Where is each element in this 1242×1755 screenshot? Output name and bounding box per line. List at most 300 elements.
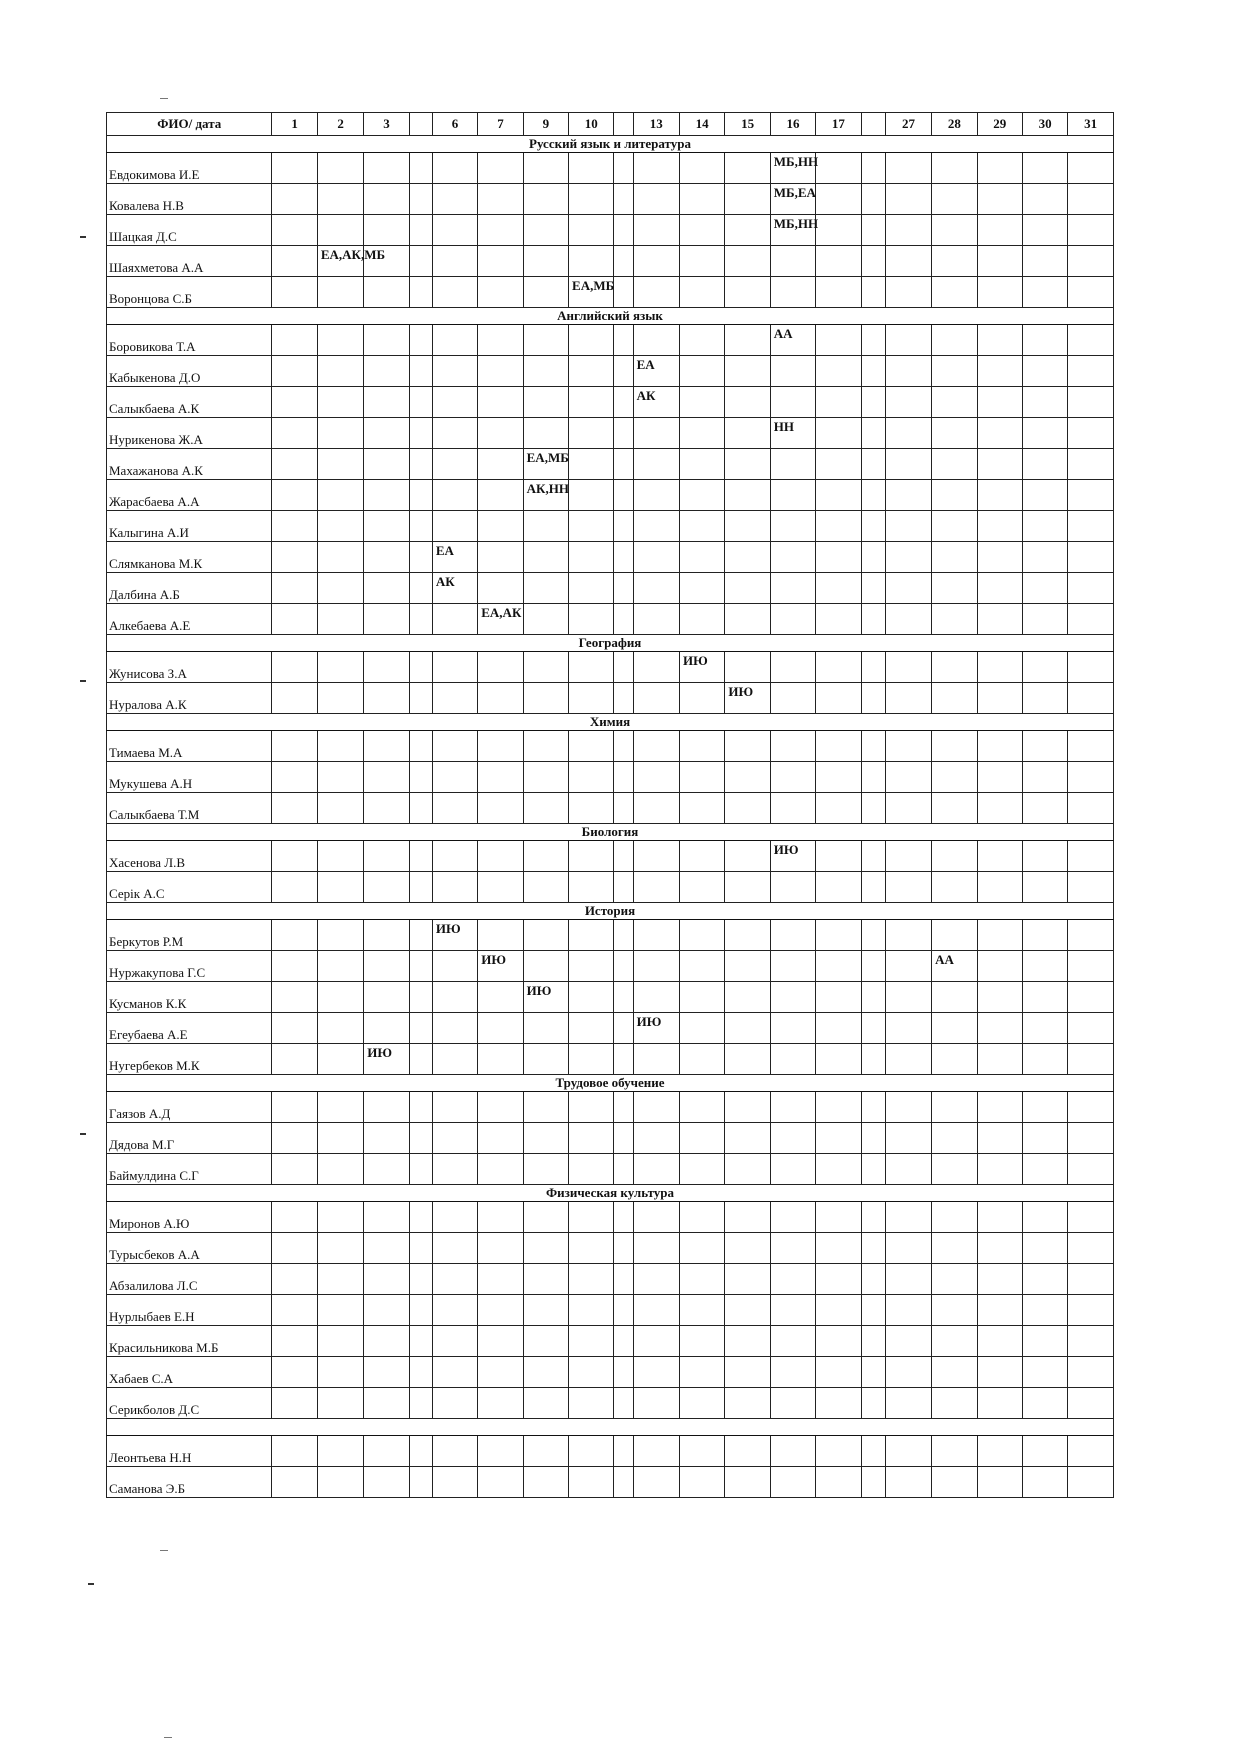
date-cell [770, 1357, 815, 1388]
date-cell [478, 1467, 523, 1498]
table-row [107, 1233, 1114, 1264]
person-name: Махажанова А.К [107, 449, 272, 480]
cell-mark: ИЮ [435, 921, 461, 936]
date-cell [317, 511, 363, 542]
date-cell [614, 652, 633, 683]
date-cell [885, 1264, 931, 1295]
date-cell [1022, 1357, 1067, 1388]
date-cell [725, 449, 770, 480]
date-cell [977, 762, 1022, 793]
date-cell [272, 793, 317, 824]
date-cell [1068, 1436, 1114, 1467]
section-title [107, 1419, 1114, 1436]
date-cell [725, 951, 770, 982]
date-cell [569, 762, 614, 793]
date-cell [932, 449, 977, 480]
date-cell [478, 418, 523, 449]
date-cell [1068, 841, 1114, 872]
date-cell [725, 1044, 770, 1075]
date-cell [478, 872, 523, 903]
date-cell [364, 542, 409, 573]
date-cell [272, 1092, 317, 1123]
date-cell [861, 872, 885, 903]
date-cell [1022, 356, 1067, 387]
date-cell [633, 1123, 679, 1154]
date-cell [569, 387, 614, 418]
date-cell [1022, 1326, 1067, 1357]
date-cell [432, 387, 477, 418]
date-cell [725, 387, 770, 418]
date-cell [633, 449, 679, 480]
date-cell [569, 153, 614, 184]
person-name: Боровикова Т.А [107, 325, 272, 356]
date-cell [932, 652, 977, 683]
table-row [107, 511, 1114, 542]
date-cell [569, 1202, 614, 1233]
date-cell [633, 1436, 679, 1467]
date-cell [977, 1326, 1022, 1357]
date-cell [478, 325, 523, 356]
date-cell [614, 449, 633, 480]
date-cell [272, 1154, 317, 1185]
date-cell [816, 325, 861, 356]
cell-mark: ЕА [435, 543, 454, 558]
table-row [107, 277, 1114, 308]
date-cell [523, 356, 568, 387]
date-cell [432, 573, 477, 604]
date-cell [977, 920, 1022, 951]
date-cell [725, 1092, 770, 1123]
date-cell [364, 762, 409, 793]
date-cell [861, 573, 885, 604]
date-cell [816, 1326, 861, 1357]
date-cell [432, 277, 477, 308]
date-cell [885, 604, 931, 635]
date-cell [816, 841, 861, 872]
date-cell [679, 542, 724, 573]
header-date-cell: 13 [633, 113, 679, 136]
date-cell [633, 951, 679, 982]
cell-mark: ЕА,АК,МБ [320, 247, 386, 262]
date-cell [409, 1154, 432, 1185]
date-cell [932, 153, 977, 184]
date-cell [409, 246, 432, 277]
date-cell [523, 1467, 568, 1498]
header-date-cell [409, 113, 432, 136]
date-cell [633, 982, 679, 1013]
date-cell [633, 356, 679, 387]
person-name: Красильникова М.Б [107, 1326, 272, 1357]
date-cell [725, 418, 770, 449]
date-cell [932, 1436, 977, 1467]
date-cell [364, 1388, 409, 1419]
date-cell [523, 184, 568, 215]
date-cell [272, 573, 317, 604]
date-cell [770, 246, 815, 277]
table-row [107, 731, 1114, 762]
person-name: Салыкбаева А.К [107, 387, 272, 418]
date-cell [816, 1295, 861, 1326]
date-cell [977, 841, 1022, 872]
date-cell [725, 1295, 770, 1326]
date-cell [364, 1123, 409, 1154]
date-cell [523, 573, 568, 604]
date-cell [432, 215, 477, 246]
date-cell [614, 1044, 633, 1075]
date-cell [977, 1154, 1022, 1185]
date-cell [432, 731, 477, 762]
date-cell [633, 652, 679, 683]
date-cell [1022, 1013, 1067, 1044]
date-cell [816, 951, 861, 982]
date-cell [409, 542, 432, 573]
scan-mark [80, 680, 86, 682]
date-cell [977, 387, 1022, 418]
date-cell [614, 573, 633, 604]
date-cell [816, 184, 861, 215]
date-cell [523, 246, 568, 277]
date-cell [633, 683, 679, 714]
date-cell [885, 1123, 931, 1154]
section-title: История [107, 903, 1114, 920]
header-date-cell: 1 [272, 113, 317, 136]
date-cell [272, 762, 317, 793]
table-row [107, 762, 1114, 793]
date-cell [885, 277, 931, 308]
date-cell [861, 1436, 885, 1467]
date-cell [1068, 1388, 1114, 1419]
cell-mark: ИЮ [682, 653, 708, 668]
person-name: Тимаева М.А [107, 731, 272, 762]
person-name: Егеубаева А.Е [107, 1013, 272, 1044]
date-cell [932, 1388, 977, 1419]
date-cell [364, 1202, 409, 1233]
date-cell [364, 731, 409, 762]
date-cell [679, 277, 724, 308]
person-name: Кабыкенова Д.О [107, 356, 272, 387]
date-cell [272, 1202, 317, 1233]
date-cell [977, 1295, 1022, 1326]
date-cell [614, 1013, 633, 1044]
table-row [107, 920, 1114, 951]
date-cell [816, 793, 861, 824]
date-cell [364, 951, 409, 982]
date-cell [977, 277, 1022, 308]
date-cell [569, 356, 614, 387]
date-cell [364, 872, 409, 903]
date-cell [932, 573, 977, 604]
date-cell [977, 184, 1022, 215]
date-cell [432, 246, 477, 277]
person-name: Саманова Э.Б [107, 1467, 272, 1498]
date-cell [272, 872, 317, 903]
date-cell [364, 982, 409, 1013]
date-cell [478, 1092, 523, 1123]
date-cell [932, 841, 977, 872]
date-cell [861, 418, 885, 449]
date-cell [725, 652, 770, 683]
date-cell [614, 841, 633, 872]
date-cell [1022, 604, 1067, 635]
date-cell [770, 982, 815, 1013]
date-cell [1022, 982, 1067, 1013]
date-cell [725, 1123, 770, 1154]
date-cell [932, 1233, 977, 1264]
date-cell [885, 1467, 931, 1498]
date-cell [364, 1013, 409, 1044]
date-cell [861, 841, 885, 872]
date-cell [317, 652, 363, 683]
date-cell [861, 793, 885, 824]
date-cell [770, 1436, 815, 1467]
date-cell [614, 982, 633, 1013]
date-cell [569, 542, 614, 573]
date-cell [1022, 1295, 1067, 1326]
date-cell [1068, 872, 1114, 903]
date-cell [1068, 1123, 1114, 1154]
date-cell [816, 449, 861, 480]
cell-mark: ЕА [636, 357, 655, 372]
date-cell [523, 604, 568, 635]
date-cell [409, 356, 432, 387]
date-cell [633, 1326, 679, 1357]
person-name: Жарасбаева А.А [107, 480, 272, 511]
date-cell [885, 542, 931, 573]
date-cell [614, 511, 633, 542]
date-cell [523, 652, 568, 683]
date-cell [523, 1357, 568, 1388]
date-cell [523, 1264, 568, 1295]
table-row [107, 1044, 1114, 1075]
table-row [107, 573, 1114, 604]
date-cell [523, 1202, 568, 1233]
date-cell [1022, 1154, 1067, 1185]
date-cell [770, 1013, 815, 1044]
date-cell [432, 1123, 477, 1154]
date-cell [364, 573, 409, 604]
date-cell [1022, 1123, 1067, 1154]
date-cell [770, 731, 815, 762]
date-cell [523, 325, 568, 356]
date-cell [932, 1044, 977, 1075]
date-cell [364, 153, 409, 184]
cell-mark: АК [435, 574, 455, 589]
date-cell [725, 153, 770, 184]
table-row [107, 793, 1114, 824]
date-cell [432, 1092, 477, 1123]
date-cell [977, 1436, 1022, 1467]
date-cell [977, 1123, 1022, 1154]
date-cell [932, 356, 977, 387]
date-cell [770, 652, 815, 683]
date-cell [409, 872, 432, 903]
date-cell [633, 872, 679, 903]
person-name: Нурикенова Ж.А [107, 418, 272, 449]
date-cell [885, 920, 931, 951]
date-cell [364, 604, 409, 635]
table-row [107, 951, 1114, 982]
date-cell [364, 1467, 409, 1498]
date-cell [1022, 1388, 1067, 1419]
date-cell [432, 872, 477, 903]
date-cell [679, 1013, 724, 1044]
date-cell [725, 542, 770, 573]
date-cell [770, 1295, 815, 1326]
date-cell [885, 872, 931, 903]
date-cell [569, 511, 614, 542]
date-cell [432, 652, 477, 683]
date-cell [679, 683, 724, 714]
date-cell [977, 1467, 1022, 1498]
date-cell [679, 246, 724, 277]
date-cell [977, 511, 1022, 542]
date-cell [523, 511, 568, 542]
date-cell [932, 872, 977, 903]
date-cell [770, 604, 815, 635]
date-cell [409, 1233, 432, 1264]
date-cell [770, 1264, 815, 1295]
date-cell [317, 246, 386, 277]
date-cell [1068, 511, 1114, 542]
date-cell [614, 1123, 633, 1154]
date-cell [816, 1013, 861, 1044]
table-row [107, 542, 1114, 573]
date-cell [432, 511, 477, 542]
date-cell [272, 1357, 317, 1388]
date-cell [816, 387, 861, 418]
date-cell [317, 683, 363, 714]
date-cell [932, 683, 977, 714]
date-cell [770, 793, 815, 824]
date-cell [861, 1467, 885, 1498]
person-name: Серік А.С [107, 872, 272, 903]
date-cell [614, 277, 633, 308]
date-cell [569, 325, 614, 356]
date-cell [432, 1044, 477, 1075]
date-cell [816, 1154, 861, 1185]
date-cell [861, 277, 885, 308]
date-cell [1068, 1154, 1114, 1185]
date-cell [977, 325, 1022, 356]
date-cell [633, 1092, 679, 1123]
date-cell [478, 1326, 523, 1357]
date-cell [679, 1467, 724, 1498]
date-cell [633, 387, 679, 418]
date-cell [1068, 604, 1114, 635]
date-cell [409, 1013, 432, 1044]
date-cell [932, 277, 977, 308]
date-cell [633, 418, 679, 449]
date-cell [432, 683, 477, 714]
date-cell [885, 762, 931, 793]
date-cell [432, 982, 477, 1013]
date-cell [861, 449, 885, 480]
date-cell [569, 573, 614, 604]
date-cell [861, 1357, 885, 1388]
date-cell [523, 387, 568, 418]
date-cell [364, 683, 409, 714]
date-cell [364, 1357, 409, 1388]
date-cell [432, 1357, 477, 1388]
date-cell [885, 356, 931, 387]
date-cell [679, 573, 724, 604]
date-cell [633, 1233, 679, 1264]
date-cell [317, 277, 363, 308]
date-cell [569, 982, 614, 1013]
date-cell [523, 1154, 568, 1185]
date-cell [1022, 153, 1067, 184]
date-cell [633, 1264, 679, 1295]
date-cell [478, 1436, 523, 1467]
date-cell [478, 215, 523, 246]
table-row [107, 215, 1114, 246]
date-cell [317, 1264, 363, 1295]
date-cell [317, 1154, 363, 1185]
section-title: Русский язык и литература [107, 136, 1114, 153]
date-cell [679, 841, 724, 872]
date-cell [272, 277, 317, 308]
scan-mark [164, 1737, 172, 1738]
date-cell [1068, 356, 1114, 387]
date-cell [932, 184, 977, 215]
header-date-cell: 14 [679, 113, 724, 136]
date-cell [932, 215, 977, 246]
date-cell [364, 418, 409, 449]
header-date-cell: 17 [816, 113, 861, 136]
date-cell [409, 573, 432, 604]
date-cell [770, 480, 815, 511]
date-cell [816, 731, 861, 762]
section-header-row [107, 136, 1114, 153]
date-cell [1068, 418, 1114, 449]
cell-mark: АК [636, 388, 656, 403]
person-name: Абзалилова Л.С [107, 1264, 272, 1295]
date-cell [977, 1388, 1022, 1419]
date-cell [272, 683, 317, 714]
header-date-cell: 10 [569, 113, 614, 136]
date-cell [633, 762, 679, 793]
date-cell [633, 184, 679, 215]
cell-mark: ЕА,МБ [526, 450, 569, 465]
date-cell [770, 1467, 815, 1498]
date-cell [1068, 1326, 1114, 1357]
date-cell [614, 1467, 633, 1498]
date-cell [770, 951, 815, 982]
date-cell [432, 1295, 477, 1326]
date-cell [633, 573, 679, 604]
date-cell [725, 1233, 770, 1264]
date-cell [409, 1202, 432, 1233]
date-cell [1022, 449, 1067, 480]
date-cell [569, 1388, 614, 1419]
date-cell [569, 449, 614, 480]
date-cell [977, 246, 1022, 277]
date-cell [816, 1202, 861, 1233]
date-cell [770, 872, 815, 903]
date-cell [523, 841, 568, 872]
date-cell [770, 920, 815, 951]
date-cell [679, 872, 724, 903]
date-cell [977, 1233, 1022, 1264]
date-cell [1068, 325, 1114, 356]
date-cell [885, 153, 931, 184]
date-cell [409, 1295, 432, 1326]
date-cell [679, 920, 724, 951]
date-cell [885, 793, 931, 824]
date-cell [932, 511, 977, 542]
date-cell [432, 1264, 477, 1295]
date-cell [478, 1123, 523, 1154]
